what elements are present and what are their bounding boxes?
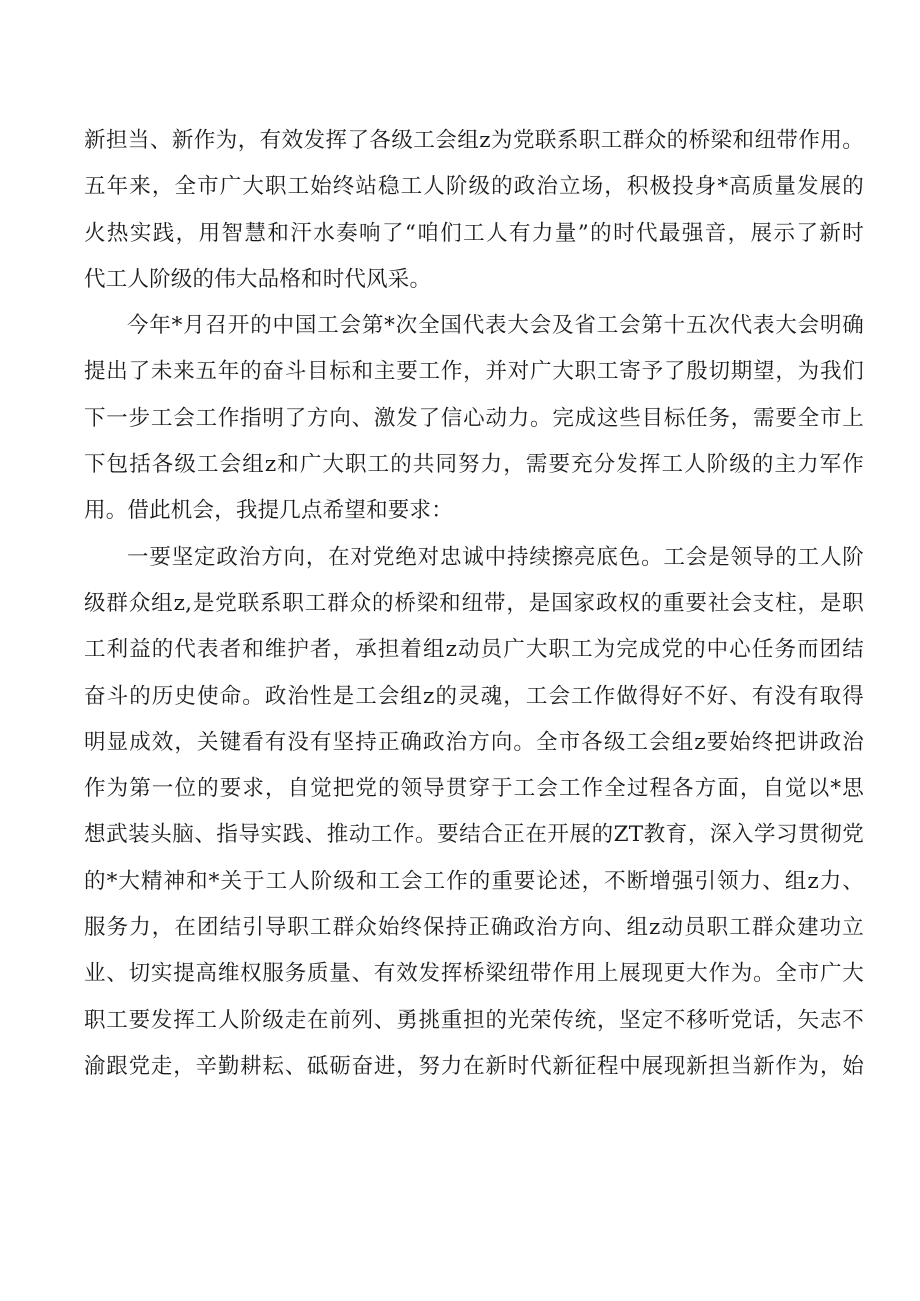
text-line: 级群众组z,是党联系职工群众的桥梁和纽带，是国家政权的重要社会支柱，是职 <box>84 590 864 616</box>
text-line: 下一步工会工作指明了方向、激发了信心动力。完成这些目标任务，需要全市上 <box>84 405 864 431</box>
text-line: 职工要发挥工人阶级走在前列、勇挑重担的光荣传统，坚定不移听党话，矢志不 <box>84 1007 864 1033</box>
text-line: 业、切实提高维权服务质量、有效发挥桥梁纽带作用上展现更大作为。全市广大 <box>84 961 864 987</box>
text-line: 工利益的代表者和维护者，承担着组z动员广大职工为完成党的中心任务而团结 <box>84 637 864 663</box>
text-line: 一要坚定政治方向，在对党绝对忠诚中持续擦亮底色。工会是领导的工人阶 <box>127 544 864 570</box>
text-line: 下包括各级工会组z和广大职工的共同努力，需要充分发挥工人阶级的主力军作 <box>84 452 864 478</box>
text-line: 服务力，在团结引导职工群众始终保持正确政治方向、组z动员职工群众建功立 <box>84 915 864 941</box>
text-line: 作为第一位的要求，自觉把党的领导贯穿于工会工作全过程各方面，自觉以*思 <box>84 776 864 802</box>
document-body <box>84 118 864 1090</box>
text-line: 奋斗的历史使命。政治性是工会组z的灵魂，工会工作做得好不好、有没有取得 <box>84 683 864 709</box>
text-line: 今年*月召开的中国工会第*次全国代表大会及省工会第十五次代表大会明确 <box>127 313 864 339</box>
text-line: 火热实践，用智慧和汗水奏响了“咱们工人有力量”的时代最强音，展示了新时 <box>84 220 864 246</box>
text-line: 用。借此机会，我提几点希望和要求： <box>84 498 453 524</box>
text-line: 渝跟党走，辛勤耕耘、砥砺奋进，努力在新时代新征程中展现新担当新作为，始 <box>84 1053 864 1079</box>
text-line: 明显成效，关键看有没有坚持正确政治方向。全市各级工会组z要始终把讲政治 <box>84 729 864 755</box>
text-line: 提出了未来五年的奋斗目标和主要工作，并对广大职工寄予了殷切期望，为我们 <box>84 359 864 385</box>
paragraph-3 <box>84 535 864 1091</box>
paragraph-1 <box>84 118 864 303</box>
text-line: 五年来，全市广大职工始终站稳工人阶级的政治立场，积极投身*高质量发展的 <box>84 174 864 200</box>
text-line: 新担当、新作为，有效发挥了各级工会组z为党联系职工群众的桥梁和纽带作用。 <box>84 128 864 153</box>
text-line: 想武装头脑、指导实践、推动工作。要结合正在开展的ZT教育，深入学习贯彻党 <box>84 822 864 848</box>
text-line: 的*大精神和*关于工人阶级和工会工作的重要论述，不断增强引领力、组z力、 <box>84 868 864 894</box>
paragraph-2 <box>84 303 864 534</box>
text-line: 代工人阶级的伟大品格和时代风采。 <box>84 266 432 292</box>
